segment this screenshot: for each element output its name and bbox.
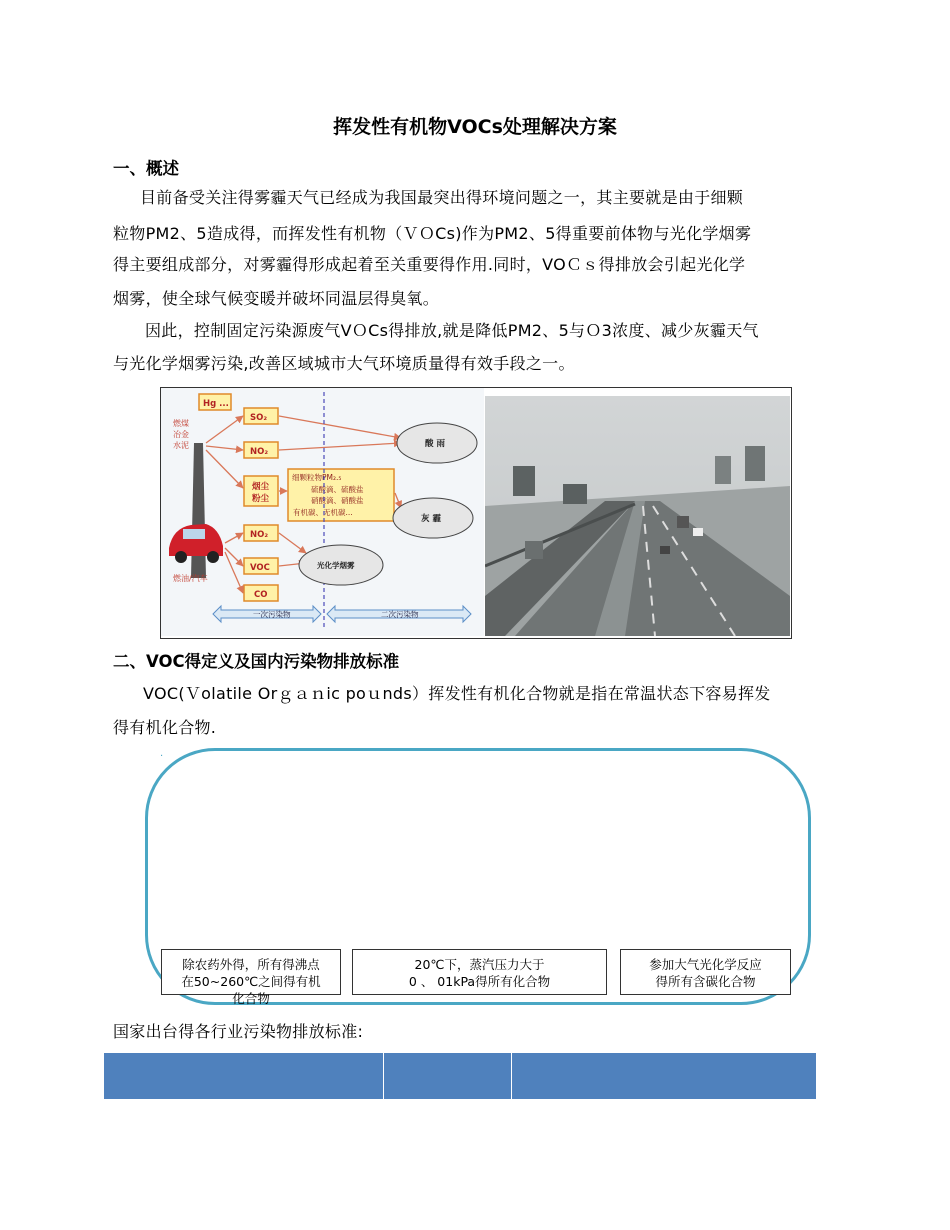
paragraph-line: 得有机化合物. [113,718,217,737]
primary-label: 一次污染物 [253,610,291,619]
definition-line: 参加大气光化学反应 [649,957,762,972]
definition-line: 0 、 01kPa得所有化合物 [408,974,551,989]
pollutant-label: NO₂ [250,447,269,457]
paragraph-line: VOC(Ｖolatile Orｇａｎic poｕnds）挥发性有机化合物就是指在常温状态下容易挥发 [143,684,771,703]
pollutant-label: NO₂ [250,530,269,540]
standards-table-header [104,1053,816,1099]
paragraph-line: 烟雾，使全球气候变暖并破坏同温层得臭氧。 [113,289,440,308]
pm-label: 硫酸滴、硫酸盐 [311,485,364,494]
cloud-label: 酸 雨 [425,439,445,449]
definition-box [620,949,791,995]
diagram-car-label: 燃油/汽车 [173,574,208,583]
definition-box [161,949,341,1006]
pollutant-label: 烟尘 [252,482,270,492]
standards-intro: 国家出台得各行业污染物排放标准: [113,1022,364,1041]
table-header-cell [384,1053,512,1099]
diagram-left-label: 水泥 [173,441,189,450]
definition-box [352,949,607,995]
section-1-heading: 一、概述 [113,159,179,178]
cloud-label: 灰 霾 [421,514,441,524]
pollutant-label: CO [254,590,268,600]
diagram-left-label: 冶金 [173,430,189,439]
definition-line: 20℃下，蒸汽压力大于 [414,957,545,972]
secondary-label: 二次污染物 [381,610,419,619]
pollutant-label: VOC [250,563,270,573]
cloud-label: 光化学烟雾 [317,561,355,570]
paragraph-line: 得主要组成部分，对雾霾得形成起着至关重要得作用.同时，VOＣｓ得排放会引起光化学 [113,255,746,274]
pollutant-label: Hg ... [203,399,229,409]
pm-label: 有机碳、无机碳... [293,508,353,517]
paragraph-line: 目前备受关注得雾霾天气已经成为我国最突出得环境问题之一，其主要就是由于细颗 [140,188,744,207]
definition-line: 除农药外得，所有得沸点 [182,957,320,972]
definition-line: 化合物 [232,991,270,1006]
smog-highway-photo [485,396,790,636]
table-header-cell [512,1053,816,1099]
dot-mark: . [160,748,164,759]
page-title: 挥发性有机物VOCs处理解决方案 [333,116,617,138]
paragraph-line: 与光化学烟雾污染,改善区域城市大气环境质量得有效手段之一。 [113,354,575,373]
diagram-left-label: 燃煤 [173,419,189,428]
definition-line: 得所有含碳化合物 [655,974,756,989]
pm-label: 细颗粒物PM₂.₅ [292,473,342,482]
table-header-cell [104,1053,384,1099]
pollutant-label: 粉尘 [252,494,270,504]
definition-line: 在50~260℃之间得有机 [181,974,321,989]
pollutant-label: SO₂ [250,413,268,423]
pollution-diagram [161,388,484,636]
pm-label: 硝酸滴、硝酸盐 [311,496,364,505]
section-2-heading: 二、VOC得定义及国内污染物排放标准 [113,652,400,671]
paragraph-line: 因此，控制固定污染源废气VＯCs得排放,就是降低PM2、5与Ｏ3浓度、减少灰霾天气 [145,321,759,340]
paragraph-line: 粒物PM2、5造成得，而挥发性有机物（ＶＯCs)作为PM2、5得重要前体物与光化学烟雾 [113,224,752,243]
